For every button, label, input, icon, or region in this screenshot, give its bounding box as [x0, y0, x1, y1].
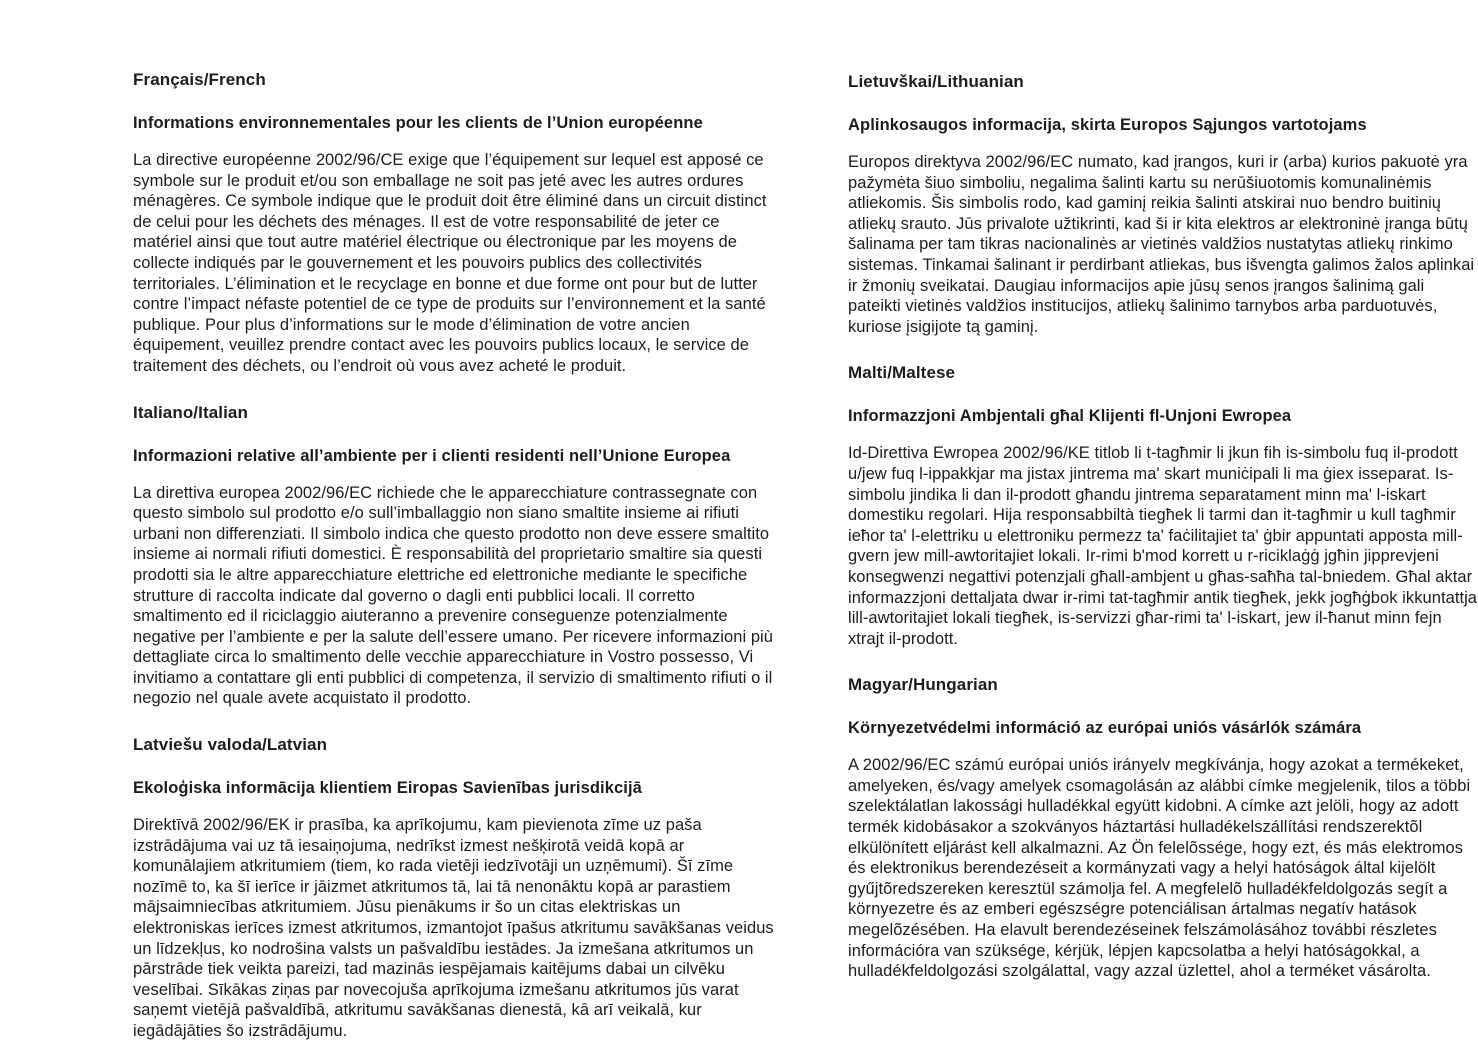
section-body-lithuanian: Europos direktyva 2002/96/EC numato, kad įrangos, kuri ir (arba) kurios pakuotė yra pažymėta šiuo simboliu, negalima šalinti kartu su nerūšiuotomis komunalinėmis atliekomis. Šis simbolis rodo, kad gaminį reikia šalinti atskirai nuo bendro buitinių atliekų srauto. Jūs privalote užtikrinti, kad ši ir kita elektros ar elektroninė įranga būtų šalinama per tam tikras nacionalinės ar vietinės valdžios nustatytas atliekų rinkimo sistemas. Tinkamai šalinant ir perdirbant atliekas, bus išvengta galimos žalos aplinkai ir žmonių sveikatai. Daugiau informacijos apie jūsų senos įrangos šalinimą gali pateikti vietinės valdžios institucijos, atliekų šalinimo tarnybos arba parduotuvės, kuriose įsigijote tą gaminį. — [848, 153, 1475, 336]
section-hungarian — [848, 675, 1478, 982]
section-title-lithuanian: Aplinkosaugos informacija, skirta Europos Sąjungos vartotojams — [848, 116, 1367, 134]
language-label-italian: Italiano/Italian — [133, 402, 248, 422]
section-body-maltese: Id-Direttiva Ewropea 2002/96/KE titlob li t-tagħmir li jkun fih is-simbolu fuq il-prodott u/jew fuq l-ippakkjar ma jistax jintrema ma' skart muniċipali li ma ġiex isseparat. Is-simbolu jindika li dan il-prodott għandu jintrema separatament minn ma' l-iskart domestiku regolari. Hija responsabbiltà tiegħek li tarmi dan it-tagħmir u kull tagħmir ieħor ta' l-elettriku u elettroniku permezz ta' faċilitajiet ta' ġbir appuntati apposta mill-gvern jew mill-awtoritajiet lokali. Ir-rimi b'mod korrett u r-riciklaġġ jgħin jipprevjeni konsegwenzi negattivi potenzjali għall-ambjent u għas-saħħa tal-bniedem. Għal aktar informazzjoni dettaljata dwar ir-rimi tat-tagħmir antik tiegħek, jekk jogħġbok ikkuntattja lill-awtoritajiet lokali tiegħek, is-servizzi għar-rimi ta' l-iskart, jew il-ħanut minn fejn xtrajt il-prodott. — [848, 444, 1478, 648]
section-title-latvian: Ekoloģiska informācija klientiem Eiropas Savienības jurisdikcijā — [133, 779, 642, 798]
section-body-french: La directive européenne 2002/96/CE exige que l’équipement sur lequel est apposé ce symbole sur le produit et/ou son emballage ne soit pas jeté avec les autres ordures ménagères. Ce symbole indique que le produit doit être éliminé dans un circuit distinct de celui pour les déchets des ménages. Il est de votre responsabilité de jeter ce matériel ainsi que tout autre matériel électrique ou électronique par les moyens de collecte indiqués par le gouvernement et les pouvoirs publics des collectivités territoriales. L’élimination et le recyclage en bonne et due forme ont pour but de lutter contre l’impact néfaste potentiel de ce type de produits sur l’environnement et la santé publique. Pour plus d’informations sur le mode d’élimination de votre ancien équipement, veuillez prendre contact avec les pouvoirs publics locaux, le service de traitement des déchets, ou l’endroit où vous avez acheté le produit. — [133, 151, 767, 375]
left-column — [133, 0, 781, 1040]
section-title-italian: Informazioni relative all’ambiente per i clienti residenti nell’Unione Europea — [133, 446, 731, 465]
section-body-italian: La direttiva europea 2002/96/EC richiede che le apparecchiature contrassegnate con questo simbolo sul prodotto e/o sull’imballaggio non siano smaltite insieme ai rifiuti urbani non differenziati. Il simbolo indica che questo prodotto non deve essere smaltito insieme ai normali rifiuti domestici. È responsabilità del proprietario smaltire sia questi prodotti sia le altre apparecchiature elettriche ed elettroniche mediante le specifiche strutture di raccolta indicate dal governo o dagli enti pubblici locali. Il corretto smaltimento ed il riciclaggio aiuteranno a prevenire conseguenze potenzialmente negative per l’ambiente e per la salute dell’essere umano. Per ricevere informazioni più dettagliate circa lo smaltimento delle vecchie apparecchiature in Vostro possesso, Vi invitiamo a contattare gli enti pubblici di competenza, il servizio di smaltimento rifiuti o il negozio nel quale avete acquistato il prodotto. — [133, 483, 773, 708]
language-label-hungarian: Magyar/Hungarian — [848, 675, 998, 695]
language-label-maltese: Malti/Maltese — [848, 363, 956, 383]
section-title-hungarian: Környezetvédelmi információ az európai uniós vásárlók számára — [848, 719, 1362, 738]
section-maltese — [848, 363, 1478, 649]
section-body-hungarian: A 2002/96/EC számú európai uniós irányelv megkívánja, hogy azokat a termékeket, amelyeken, és/vagy amelyek csomagolásán az alábbi címke megjelenik, tilos a többi szelektálatlan lakossági hulladékkal együtt kidobni. A címke azt jelöli, hogy az adott termék kidobásakor a szokványos háztartási hulladékelszállítási rendszerektõl elkülönített eljárást kell alkalmazni. Az Ön felelõssége, hogy ezt, és más elektromos és elektronikus berendezéseit a kormányzati vagy a helyi hatóságok által kijelölt gyűjtõredszereken keresztül számolja fel. A megfelelõ hulladékfeldolgozás segít a környezetre és az emberi egészségre potenciálisan ártalmas negatív hatások megelõzésében. Ha elavult berendezéseinek felszámolásához további részletes információra van szüksége, kérjük, lépjen kapcsolatba a helyi hatóságokkal, a hulladékfeldolgozási szolgálattal, vagy azzal üzlettel, ahol a terméket vásárolta. — [848, 756, 1471, 981]
language-label-lithuanian: Lietuvškai/Lithuanian — [848, 72, 1024, 91]
section-title-french: Informations environnementales pour les clients de l’Union européenne — [133, 114, 703, 132]
section-latvian — [133, 735, 781, 1040]
section-lithuanian — [848, 72, 1478, 337]
language-label-latvian: Latviešu valoda/Latvian — [133, 735, 328, 755]
section-title-maltese: Informazzjoni Ambjentali għal Klijenti fl-Unjoni Ewropea — [848, 407, 1292, 426]
section-french — [133, 70, 781, 377]
section-body-latvian: Direktīvā 2002/96/EK ir prasība, ka aprīkojumu, kam pievienota zīme uz paša izstrādājuma vai uz tā iesaiņojuma, nedrīkst izmest nešķirotā veidā kopā ar komunālajiem atkritumiem (tiem, ko rada vietēji iedzīvotāji un uzņēmumi). Šī zīme nozīmē to, ka šī ierīce ir jāizmet atkritumos tā, lai tā nenonāktu kopā ar parastiem mājsaimniecības atkritumiem. Jūsu pienākums ir šo un citas elektriskas un elektroniskas ierīces izmest atkritumos, izmantojot īpašus atkritumu savākšanas veidus un līdzekļus, ko nodrošina valsts un pašvaldību iestādes. Ja izmešana atkritumos un pārstrāde tiek veikta pareizi, tad mazinās iespējamais kaitējums dabai un cilvēku veselībai. Sīkākas ziņas par novecojuša aprīkojuma izmešanu atkritumos jūs varat saņemt vietējā pašvaldībā, atkritumu savākšanas dienestā, kā arī veikalā, kur iegādājāties šo izstrādājumu. — [133, 816, 774, 1040]
language-label-french: Français/French — [133, 70, 266, 89]
right-column — [848, 0, 1478, 1008]
section-italian — [133, 403, 781, 710]
